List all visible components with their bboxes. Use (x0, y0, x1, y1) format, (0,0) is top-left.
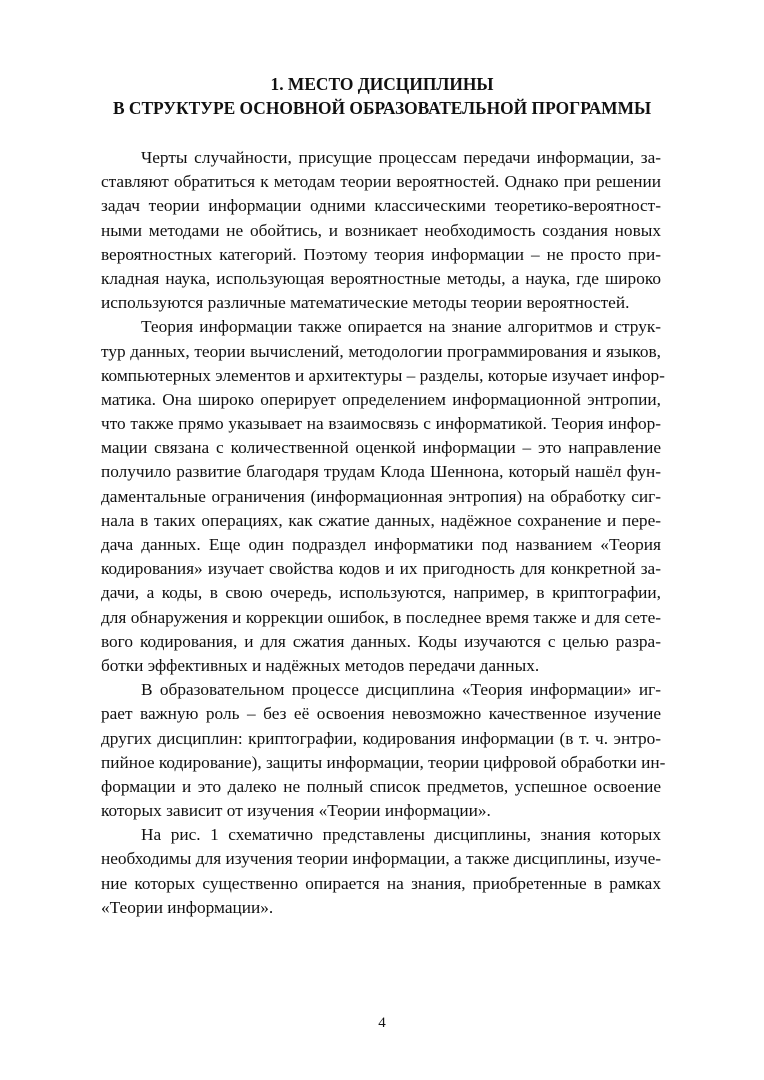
text-line: В образовательном процессе дисциплина «Теория информации» иг- (141, 680, 661, 700)
text-line: которых зависит от изучения «Теории информации». (101, 801, 491, 821)
paragraph-2 (101, 315, 665, 678)
text-line: пийное кодирование), защиты информации, теории цифровой обработки ин- (101, 752, 666, 772)
text-line: кладная наука, использующая вероятностные методы, а наука, где широко (101, 268, 661, 288)
text-line: ставляют обратиться к методам теории вероятностей. Однако при решении (101, 172, 661, 192)
text-line: Теория информации также опирается на знание алгоритмов и струк- (141, 317, 661, 337)
text-line: матика. Она широко оперирует определением информационной энтропии, (101, 389, 661, 409)
paragraph-4 (101, 823, 661, 920)
heading-line-2: В СТРУКТУРЕ ОСНОВНОЙ ОБРАЗОВАТЕЛЬНОЙ ПРОГРАММЫ (112, 98, 652, 118)
text-line: даментальные ограничения (информационная энтропия) на обработку сиг- (101, 486, 661, 506)
text-line: кодирования» изучает свойства кодов и их пригодность для конкретной за- (101, 559, 661, 579)
text-line: дача данных. Еще один подраздел информатики под названием «Теория (101, 535, 661, 554)
text-line: ние которых существенно опирается на знания, приобретенные в рамках (101, 873, 661, 893)
text-line: Черты случайности, присущие процессам передачи информации, за- (141, 148, 661, 167)
body-text (101, 146, 666, 920)
text-line: «Теории информации». (101, 897, 274, 917)
text-line: необходимы для изучения теории информации, а также дисциплины, изуче- (101, 849, 661, 869)
text-line: задач теории информации одними классическими теоретико-вероятност- (101, 196, 661, 216)
text-line: вероятностных категорий. Поэтому теория информации – не просто при- (101, 244, 661, 264)
text-line: используются различные математические методы теории вероятностей. (101, 293, 630, 313)
text-line: для обнаружения и коррекции ошибок, в последнее время также и для сете- (101, 607, 661, 627)
text-line: получило развитие благодаря трудам Клода Шеннона, который нашёл фун- (101, 462, 661, 482)
text-line: тур данных, теории вычислений, методологии программирования и языков, (101, 341, 661, 361)
text-line: нала в таких операциях, как сжатие данных, надёжное сохранение и пере- (101, 510, 661, 530)
text-line: формации и это далеко не полный список предметов, успешное освоение (101, 776, 661, 796)
text-line: ными методами не обойтись, и возникает необходимость создания новых (101, 220, 661, 240)
text-line: дачи, а коды, в свою очередь, используются, например, в криптографии, (101, 583, 661, 603)
text-line: вого кодирования, и для сжатия данных. Коды изучаются с целью разра- (101, 631, 661, 651)
text-line: рает важную роль – без её освоения невозможно качественное изучение (101, 704, 661, 724)
paragraph-3 (101, 678, 666, 823)
text-line: ботки эффективных и надёжных методов передачи данных. (101, 655, 540, 675)
text-line: мации связана с количественной оценкой информации – это направление (101, 438, 661, 458)
text-line: На рис. 1 схематично представлены дисциплины, знания которых (141, 825, 661, 845)
page-number: 4 (378, 1015, 386, 1031)
text-line: компьютерных элементов и архитектуры – разделы, которые изучает инфор- (101, 365, 665, 385)
text-line: других дисциплин: криптографии, кодирования информации (в т. ч. энтро- (101, 728, 661, 748)
heading-line-1: 1. МЕСТО ДИСЦИПЛИНЫ (270, 74, 494, 94)
section-heading (60, 72, 704, 120)
paragraph-1 (101, 146, 661, 315)
text-line: что также прямо указывает на взаимосвязь с информатикой. Теория инфор- (101, 414, 661, 434)
